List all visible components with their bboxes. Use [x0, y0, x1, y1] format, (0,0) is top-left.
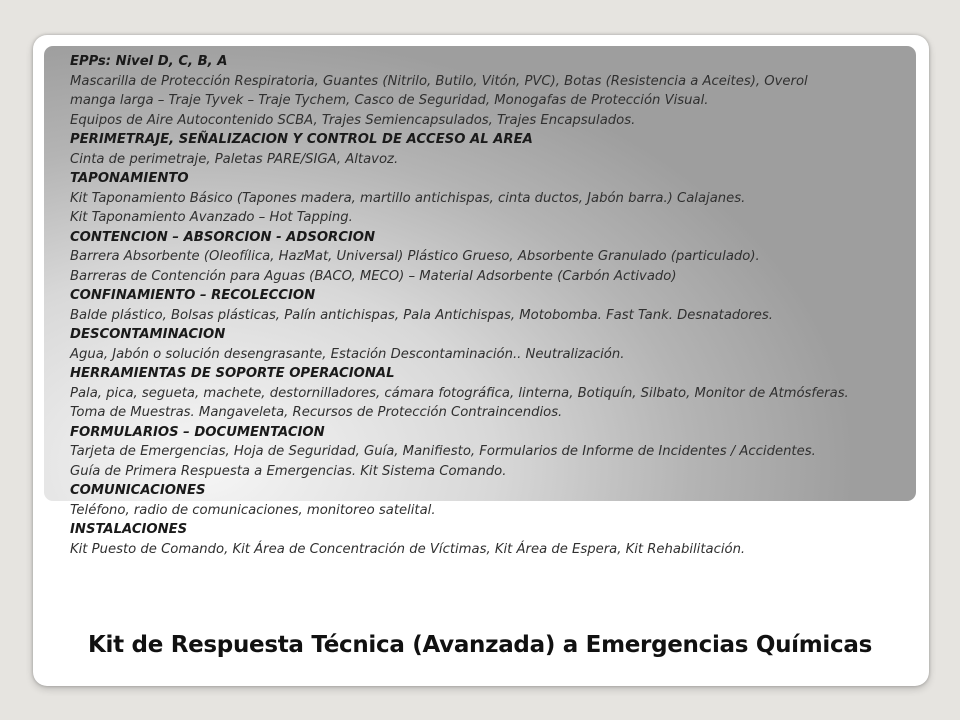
section-heading: DESCONTAMINACION: [70, 327, 226, 342]
body-line: Toma de Muestras. Mangaveleta, Recursos de Protección Contraincendios.: [70, 405, 563, 420]
body-line: Cinta de perimetraje, Paletas PARE/SIGA, Altavoz.: [70, 151, 399, 167]
section-heading: CONTENCION – ABSORCION - ADSORCION: [70, 229, 376, 245]
section-heading: CONFINAMIENTO – RECOLECCION: [70, 288, 316, 303]
body-line: Balde plástico, Bolsas plásticas, Palín antichispas, Pala Antichispas, Motobomba. Fast Tank. Desnatadores.: [70, 307, 773, 323]
slide-title: Kit de Respuesta Técnica (Avanzada) a Emergencias Químicas: [88, 632, 872, 658]
section-heading: TAPONAMIENTO: [70, 171, 189, 186]
body-line: Guía de Primera Respuesta a Emergencias. Kit Sistema Comando.: [70, 463, 507, 479]
body-line: Teléfono, radio de comunicaciones, monitoreo satelital.: [70, 502, 436, 518]
body-line: Kit Puesto de Comando, Kit Área de Concentración de Víctimas, Kit Área de Espera, Kit Rehabilitación.: [70, 541, 746, 557]
section-heading: FORMULARIOS – DOCUMENTACION: [70, 424, 325, 440]
body-line: manga larga – Traje Tyvek – Traje Tychem, Casco de Seguridad, Monogafas de Protección Visual.: [70, 93, 709, 108]
body-line: Equipos de Aire Autocontenido SCBA, Trajes Semiencapsulados, Trajes Encapsulados.: [70, 112, 636, 128]
section-heading: HERRAMIENTAS DE SOPORTE OPERACIONAL: [70, 366, 395, 381]
body-line: Kit Taponamiento Avanzado – Hot Tapping.: [70, 210, 353, 225]
body-line: Kit Taponamiento Básico (Tapones madera, martillo antichispas, cinta ductos, Jabón barra.) Calajanes.: [70, 190, 746, 206]
section-heading: COMUNICACIONES: [70, 483, 206, 498]
body-line: Agua, Jabón o solución desengrasante, Estación Descontaminación.. Neutralización.: [70, 346, 625, 362]
body-line: Pala, pica, segueta, machete, destornilladores, cámara fotográfica, linterna, Botiquín, Silbato, Monitor de Atmósferas.: [70, 385, 849, 401]
body-line: Tarjeta de Emergencias, Hoja de Seguridad, Guía, Manifiesto, Formularios de Informe de Incidentes / Accidentes.: [70, 444, 816, 459]
section-heading: PERIMETRAJE, SEÑALIZACION Y CONTROL DE ACCESO AL AREA: [70, 132, 533, 147]
section-heading: EPPs: Nivel D, C, B, A: [70, 54, 228, 69]
body-line: Barreras de Contención para Aguas (BACO, MECO) – Material Adsorbente (Carbón Activado): [70, 268, 677, 284]
section-heading: INSTALACIONES: [70, 522, 188, 537]
body-line: Mascarilla de Protección Respiratoria, Guantes (Nitrilo, Butilo, Vitón, PVC), Botas (Resistencia a Aceites), Overol: [70, 73, 808, 89]
slide-body: [70, 52, 920, 559]
body-line: Barrera Absorbente (Oleofílica, HazMat, Universal) Plástico Grueso, Absorbente Granulado (particulado).: [70, 249, 760, 264]
